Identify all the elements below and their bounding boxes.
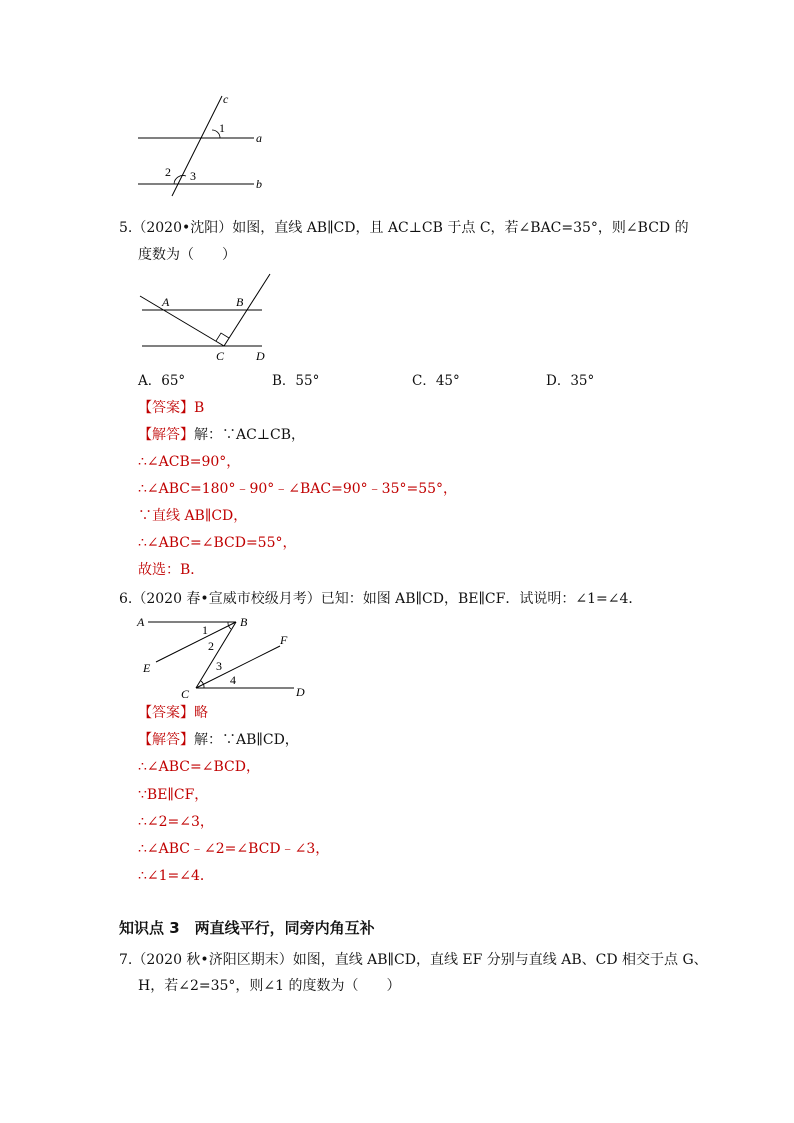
q5-option-a: A．65° [138, 373, 186, 389]
label-F: F [280, 633, 288, 647]
label-A: A [162, 295, 170, 309]
solution-text: 解：∵AB∥CD， [194, 732, 299, 748]
right-angle-mark [216, 333, 229, 341]
q6-solution-line3: ∵BE∥CF， [138, 787, 209, 803]
q5-solution-line3: ∴∠ABC=180°﹣90°﹣∠BAC=90°﹣35°=55°， [138, 481, 458, 497]
q7-stem-line1: 7.（2020 秋•济阳区期末）如图，直线 AB∥CD，直线 EF 分别与直线 AB、CD 相交于点 G、 [119, 952, 708, 968]
label-2: 2 [208, 639, 214, 653]
q6-solution-line2: ∴∠ABC=∠BCD， [138, 759, 260, 775]
label-2: 2 [165, 165, 171, 179]
q6-solution-line4: ∴∠2=∠3， [138, 814, 214, 830]
label-b: b [256, 177, 262, 191]
answer-value: B [194, 400, 205, 416]
label-B: B [236, 295, 244, 309]
q5-solution-line6: 故选：B． [138, 562, 205, 578]
label-D: D [296, 685, 305, 699]
section-heading: 知识点 3 两直线平行，同旁内角互补 [119, 919, 375, 937]
q6-solution-line1 [138, 730, 299, 750]
q5-option-d: D．35° [546, 373, 595, 389]
label-A: A [137, 615, 145, 629]
q5-solution-line4: ∵直线 AB∥CD， [138, 508, 248, 524]
label-3: 3 [216, 659, 222, 673]
q5-solution-line1 [138, 425, 305, 445]
figure-q6 [134, 608, 314, 704]
label-C: C [181, 687, 190, 701]
segment-ac [140, 296, 224, 346]
answer-tag: 【答案】 [138, 705, 194, 721]
q6-solution-line5: ∴∠ABC﹣∠2=∠BCD﹣∠3， [138, 841, 330, 857]
answer-tag: 【答案】 [138, 400, 194, 416]
label-D: D [256, 349, 265, 363]
label-1: 1 [202, 623, 208, 637]
q5-stem-line1: 5.（2020•沈阳）如图，直线 AB∥CD，且 AC⊥CB 于点 C，若∠BAC=35°，则∠BCD 的 [119, 220, 689, 236]
q5-solution-line5: ∴∠ABC=∠BCD=55°， [138, 535, 297, 551]
solution-text: 解：∵AC⊥CB， [194, 427, 305, 443]
solution-tag: 【解答】 [138, 427, 194, 443]
answer-value: 略 [194, 705, 208, 721]
q6-solution-line6: ∴∠1=∠4． [138, 868, 214, 884]
label-4: 4 [230, 673, 236, 687]
label-E: E [143, 661, 151, 675]
label-3: 3 [190, 169, 196, 183]
q6-stem: 6.（2020 春•宣威市校级月考）已知：如图 AB∥CD，BE∥CF．试说明：∠1=∠4． [119, 591, 643, 607]
q7-stem-line2: H，若∠2=35°，则∠1 的度数为（ ） [138, 978, 401, 994]
solution-tag: 【解答】 [138, 732, 194, 748]
label-a: a [256, 131, 262, 145]
figure-parallel-lines-abc [130, 88, 280, 198]
q5-stem-line2: 度数为（ ） [138, 247, 236, 263]
q5-option-c: C．45° [412, 373, 460, 389]
label-1: 1 [219, 121, 225, 135]
q5-answer [138, 398, 204, 418]
figure-q5 [132, 270, 282, 370]
q6-answer [138, 703, 208, 723]
label-C: C [216, 349, 225, 363]
label-c: c [223, 92, 229, 106]
q5-option-b: B．55° [272, 373, 320, 389]
label-B: B [240, 615, 248, 629]
line-c [172, 96, 222, 196]
q5-solution-line2: ∴∠ACB=90°， [138, 454, 241, 470]
